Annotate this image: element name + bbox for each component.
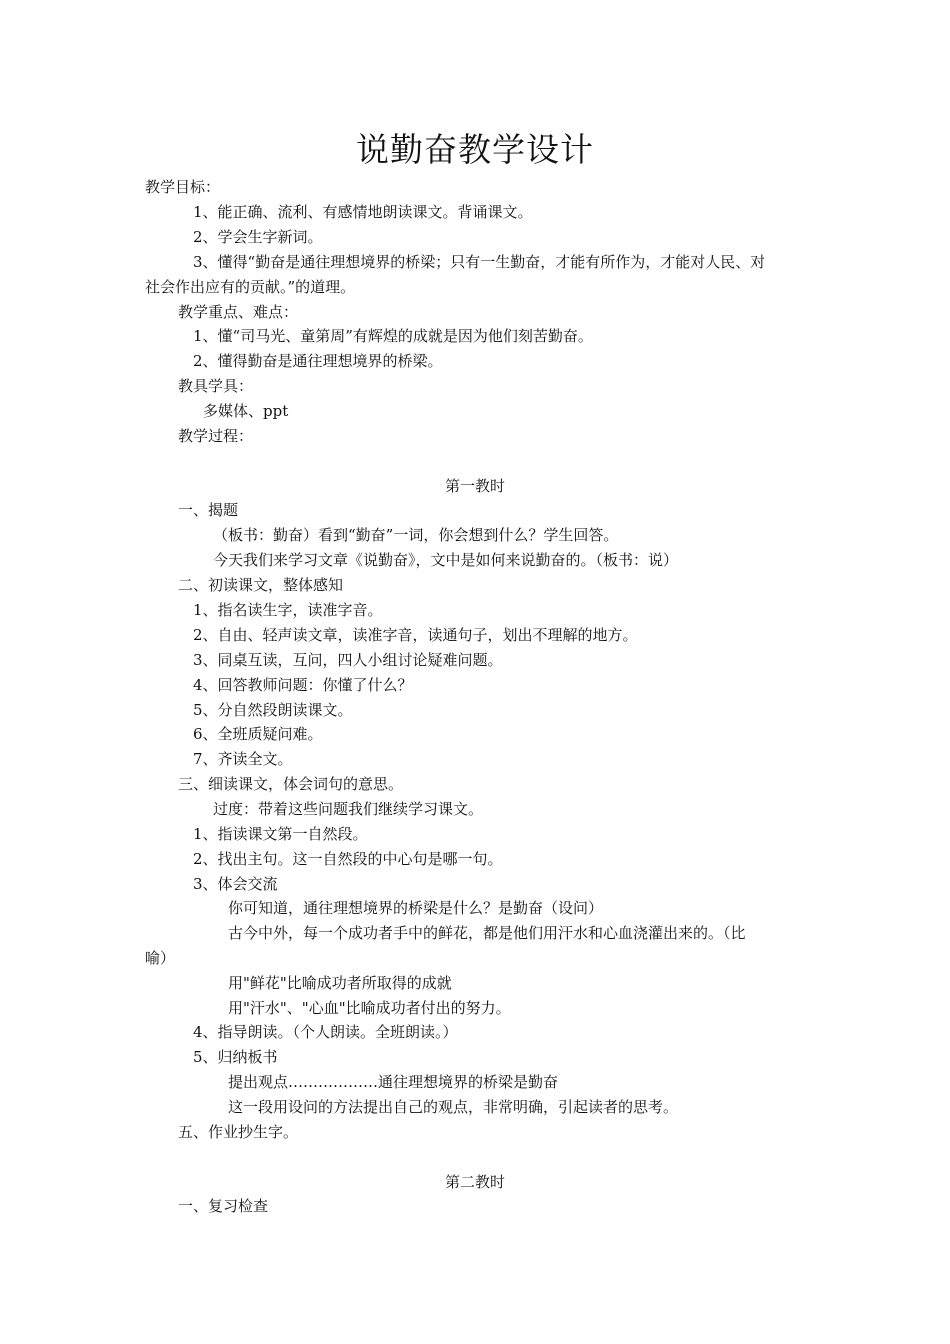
- lesson1-part1-line-1: （板书：勤奋）看到“勤奋”一词，你会想到什么？学生回答。: [213, 526, 619, 544]
- keypoints-heading: 教学重点、难点：: [178, 303, 299, 321]
- lesson1-part2-item-4: 4、回答教师问题：你懂了什么？: [193, 676, 413, 694]
- process-heading: 教学过程：: [178, 427, 254, 445]
- lesson1-part1-line-2: 今天我们来学习文章《说勤奋》，文中是如何来说勤奋的。（板书：说）: [213, 551, 679, 569]
- lesson1-part3-item-4: 4、指导朗读。（个人朗读。全班朗读。）: [193, 1023, 458, 1041]
- exchange-line-1: 你可知道，通往理想境界的桥梁是什么？是勤奋（设问）: [228, 899, 604, 917]
- lesson1-heading: 第一教时: [444, 477, 505, 495]
- lesson1-part2-item-2: 2、自由、轻声读文章，读准字音，读通句子，划出不理解的地方。: [193, 626, 638, 644]
- lesson1-part2-item-6: 6、全班质疑问难。: [193, 725, 323, 743]
- goal-item-1: 1、能正确、流利、有感情地朗读课文。背诵课文。: [193, 203, 533, 221]
- exchange-line-2: 古今中外，每一个成功者手中的鲜花，都是他们用汗水和心血浇灌出来的。（比: [228, 924, 746, 942]
- lesson1-part2-item-5: 5、分自然段朗读课文。: [193, 701, 353, 719]
- lesson1-part2-item-3: 3、同桌互读，互问，四人小组讨论疑难问题。: [193, 651, 503, 669]
- lesson1-part2-heading: 二、初读课文，整体感知: [178, 576, 344, 594]
- lesson1-part1-heading: 一、揭题: [178, 501, 239, 519]
- goals-heading: 教学目标：: [145, 178, 221, 196]
- board-line-1: 提出观点………………通往理想境界的桥梁是勤奋: [228, 1073, 559, 1091]
- goal-item-3: 3、懂得“勤奋是通往理想境界的桥梁；只有一生勤奋，才能有所作为，才能对人民、对: [193, 253, 766, 271]
- lesson1-part3-heading: 三、细读课文，体会词句的意思。: [178, 775, 404, 793]
- lesson1-part3-item-5: 5、归纳板书: [193, 1048, 278, 1066]
- exchange-line-4: 用"汗水"、"心血"比喻成功者付出的努力。: [228, 999, 511, 1017]
- board-line-2: 这一段用设问的方法提出自己的观点，非常明确，引起读者的思考。: [228, 1098, 679, 1116]
- exchange-line-2-continued: 喻）: [145, 949, 176, 967]
- page-title: 说勤奋教学设计: [356, 130, 594, 169]
- lesson1-part5-heading: 五、作业抄生字。: [178, 1123, 299, 1141]
- lesson2-part1-heading: 一、复习检查: [178, 1197, 269, 1215]
- lesson1-part3-item-3: 3、体会交流: [193, 875, 278, 893]
- exchange-line-3: 用"鲜花"比喻成功者所取得的成就: [228, 974, 452, 992]
- tools-value: 多媒体、ppt: [203, 402, 289, 420]
- goal-item-2: 2、学会生字新词。: [193, 228, 323, 246]
- keypoint-item-1: 1、懂“司马光、童第周”有辉煌的成就是因为他们刻苦勤奋。: [193, 327, 593, 345]
- lesson1-part3-transition: 过度：带着这些问题我们继续学习课文。: [213, 800, 484, 818]
- keypoint-item-2: 2、懂得勤奋是通往理想境界的桥梁。: [193, 352, 443, 370]
- lesson1-part2-item-1: 1、指名读生字，读准字音。: [193, 601, 383, 619]
- goal-item-3-continued: 社会作出应有的贡献。”的道理。: [145, 278, 356, 296]
- lesson2-heading: 第二教时: [444, 1173, 505, 1191]
- tools-heading: 教具学具：: [178, 377, 254, 395]
- lesson1-part3-item-1: 1、指读课文第一自然段。: [193, 825, 368, 843]
- lesson1-part3-item-2: 2、找出主句。这一自然段的中心句是哪一句。: [193, 850, 503, 868]
- lesson1-part2-item-7: 7、齐读全文。: [193, 750, 293, 768]
